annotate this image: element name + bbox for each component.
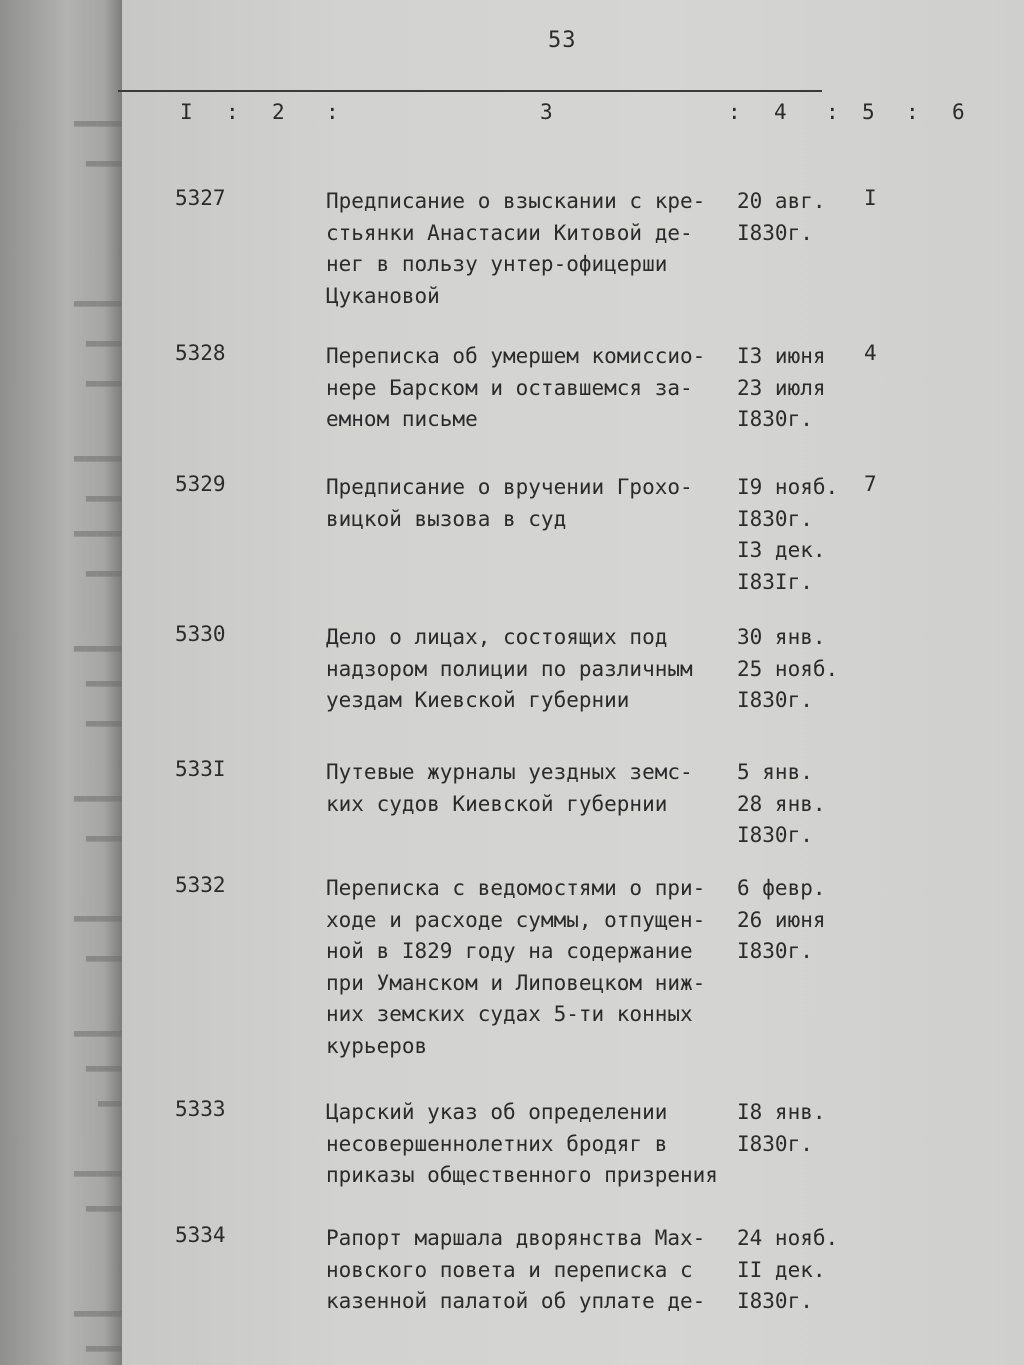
column-separator: :: [906, 100, 919, 124]
bleed-through-text: ▬▬▬: [85, 485, 122, 509]
bleed-through-text: ▬▬▬▬: [73, 520, 122, 544]
bleed-through-text: ▬▬▬: [85, 560, 122, 584]
bleed-through-text: ▬▬▬▬: [73, 110, 122, 134]
entry-dates: 30 янв. 25 нояб. I830г.: [737, 625, 839, 712]
column-separator: :: [226, 100, 239, 124]
bleed-through-text: ▬▬▬▬: [73, 635, 122, 659]
bleed-through-text: ▬▬▬▬: [73, 445, 122, 469]
entry-description: Царский указ об определении несовершеннолетних бродяг в приказы общественного призрения: [326, 1100, 718, 1187]
entry-sheet-count: I: [864, 186, 877, 210]
entry-number: 5333: [175, 1097, 226, 1121]
column-header-label: 2: [272, 100, 285, 124]
entry-dates: 20 авг. I830г.: [737, 189, 826, 245]
column-header-label: I: [180, 100, 193, 124]
entry-number: 5334: [175, 1223, 226, 1247]
column-header-label: 6: [952, 100, 965, 124]
entry-description: Рапорт маршала дворянства Мах- новского повета и переписка с казенной палатой об уплате де-: [326, 1226, 706, 1313]
bleed-through-text: ▬▬▬: [85, 670, 122, 694]
entry-number: 5330: [175, 622, 226, 646]
entry-description: Предписание о вручении Грохо- вицкой вызова в суд: [326, 475, 693, 531]
bleed-through-text: ▬▬▬: [85, 370, 122, 394]
column-separator: :: [326, 100, 339, 124]
entry-dates: I8 янв. I830г.: [737, 1100, 826, 1156]
entry-description: Переписка об умершем комиссио- нере Барском и оставшемся за- емном письме: [326, 344, 706, 431]
entry-dates: I9 нояб. I830г. I3 дек. I83Iг.: [737, 475, 839, 594]
bleed-through-text: ▬▬▬: [85, 1335, 122, 1359]
entry-description: Дело о лицах, состоящих под надзором полиции по различным уездам Киевской губернии: [326, 625, 693, 712]
entry-description: Предписание о взыскании с кре- стьянки Анастасии Китовой де- нег в пользу унтер-офицерши Цукановой: [326, 189, 706, 308]
bleed-through-text: ▬▬▬▬: [73, 785, 122, 809]
bleed-through-text: ▬▬▬: [85, 825, 122, 849]
entry-number: 5328: [175, 341, 226, 365]
bleed-through-text: ▬▬▬▬: [73, 905, 122, 929]
bleed-through-text: ▬▬▬▬: [73, 1300, 122, 1324]
column-header-label: 3: [540, 100, 553, 124]
bleed-through-text: ▬▬▬: [85, 330, 122, 354]
bleed-through-text: ▬▬: [97, 1090, 122, 1114]
entry-dates: 24 нояб. II дек. I830г.: [737, 1226, 839, 1313]
bleed-through-text: ▬▬▬: [85, 1195, 122, 1219]
bleed-through-text: ▬▬▬: [85, 710, 122, 734]
entry-dates: I3 июня 23 июля I830г.: [737, 344, 826, 431]
entry-dates: 6 февр. 26 июня I830г.: [737, 876, 826, 963]
entry-description: Переписка с ведомостями о при- ходе и расходе суммы, отпущен- ной в I829 году на содержание при Уманском и Липовецком ниж- них земских судах 5-ти конных курьеров: [326, 876, 706, 1058]
entry-dates: 5 янв. 28 янв. I830г.: [737, 760, 826, 847]
bleed-through-text: ▬▬▬▬: [73, 1020, 122, 1044]
column-header-label: 4: [774, 100, 787, 124]
page-number: 53: [548, 28, 577, 53]
entry-number: 5329: [175, 472, 226, 496]
bleed-through-text: ▬▬▬▬: [73, 1160, 122, 1184]
entry-description: Путевые журналы уездных земс- ких судов Киевской губернии: [326, 760, 693, 816]
column-separator: :: [728, 100, 741, 124]
entry-sheet-count: 4: [864, 341, 877, 365]
bleed-through-text: ▬▬▬: [85, 945, 122, 969]
entry-number: 5332: [175, 873, 226, 897]
bleed-through-text: ▬▬▬: [85, 1055, 122, 1079]
entry-sheet-count: 7: [864, 472, 877, 496]
facing-page-edge: [0, 0, 122, 1365]
column-header-label: 5: [862, 100, 875, 124]
bleed-through-text: ▬▬▬: [85, 150, 122, 174]
entry-number: 533I: [175, 757, 226, 781]
column-separator: :: [826, 100, 839, 124]
header-rule: [118, 90, 822, 92]
bleed-through-text: ▬▬▬▬: [73, 290, 122, 314]
entry-number: 5327: [175, 186, 226, 210]
